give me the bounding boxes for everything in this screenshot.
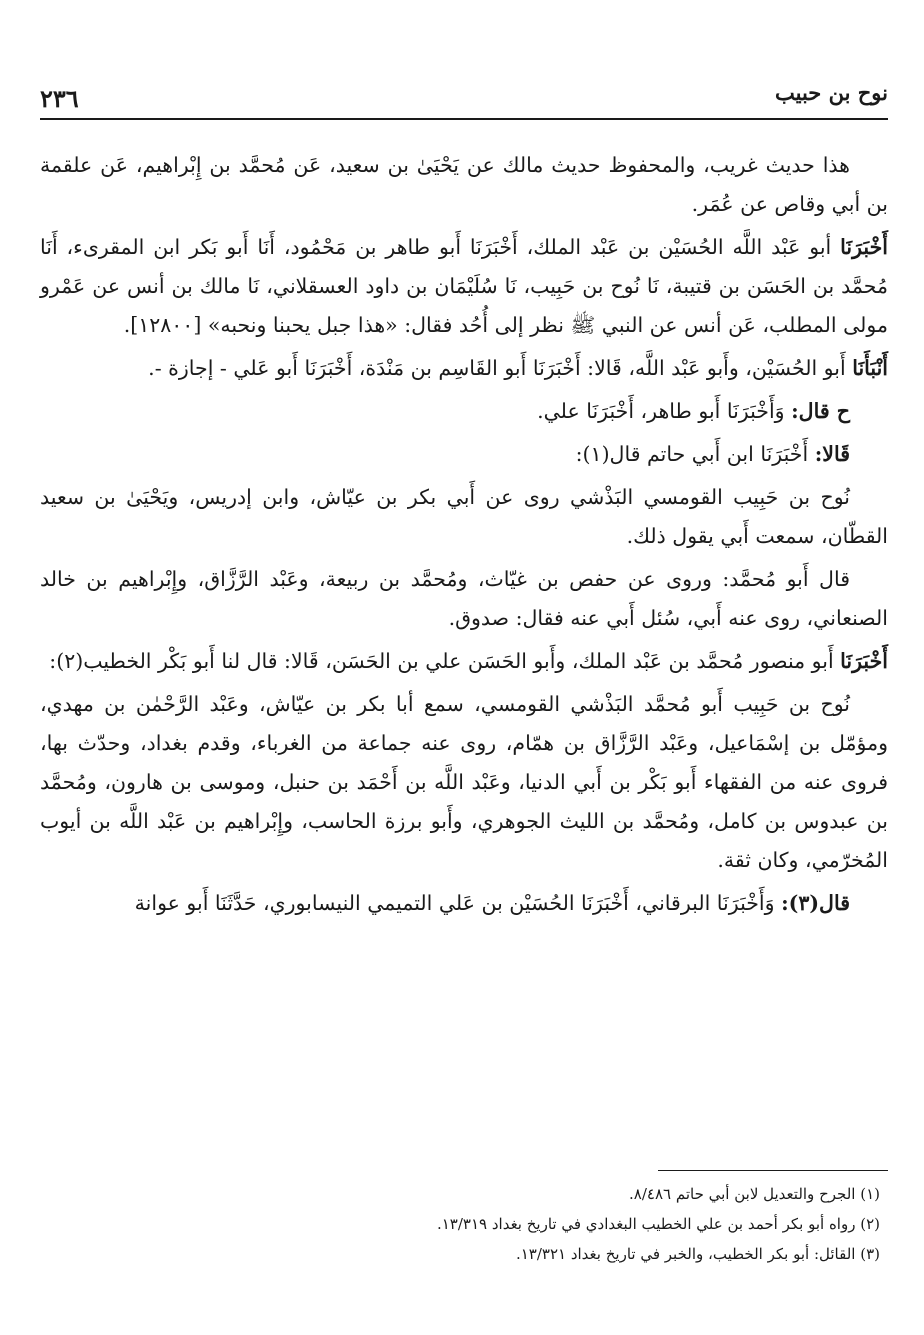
footnote: (٢) رواه أبو بكر أحمد بن علي الخطيب البغدادي في تاريخ بغداد ١٣/٣١٩. (436, 1215, 880, 1233)
page-header (40, 70, 888, 120)
paragraph (40, 349, 888, 388)
chapter-title: نوح بن حبيب (775, 80, 888, 105)
paragraph-text: أبو عَبْد اللَّه الحُسَيْن بن عَبْد الملك، أَخْبَرَنَا أَبو طاهر بن مَحْمُود، أَنَا أَبو بَكر ابن المقرىء، أَنَا مُحمَّد بن الحَسَن بن قتيبة، نَا نُوح بن حَبِيب، نَا سُلَيْمَان بن داود العسقلاني، نَا مالك بن أنس عن عَمْرو مولى المطلب، عَن أنس عن النبي ﷺ نظر إلى أُحُد فقال: «هذا جبل يحبنا ونحبه» [١٢٨٠٠]. (40, 235, 888, 337)
paragraph-text: قال أَبو مُحمَّد: وروى عن حفص بن غيّاث، ومُحمَّد بن ربيعة، وعَبْد الرَّزَّاق، وإِبْراهيم بن خالد الصنعاني، روى عنه أَبي، سُئل أَبي عنه فقال: صدوق. (40, 567, 888, 630)
paragraph-lead: ح قال: (791, 399, 850, 423)
paragraph (40, 560, 888, 638)
paragraph-lead: قَالا: (814, 442, 850, 466)
paragraph-text: نُوح بن حَبِيب القومسي البَذْشي روى عن أَبي بكر بن عيّاش، وابن إدريس، ويَحْيَىٰ بن سعيد القطّان، سمعت أَبي يقول ذلك. (40, 485, 888, 548)
paragraph-text: وَأَخْبَرَنَا البرقاني، أَخْبَرَنَا الحُسَيْن بن عَلي التميمي النيسابوري، حَدَّثَنَا أَبو عوانة (134, 891, 775, 915)
paragraph-text: أَبو منصور مُحمَّد بن عَبْد الملك، وأَبو الحَسَن علي بن الحَسَن، قَالا: قال لنا أَبو بَكْر الخطيب(٢): (49, 649, 834, 673)
paragraph (40, 478, 888, 556)
paragraph (40, 392, 888, 431)
paragraph-text: وَأَخْبَرَنَا أَبو طاهر، أَخْبَرَنَا علي. (537, 399, 785, 423)
paragraph (40, 228, 888, 345)
paragraph-text: أَبو الحُسَيْن، وأَبو عَبْد اللَّه، قَالا: أَخْبَرَنَا أَبو القَاسِم بن مَنْدَة، أَخْبَرَنَا أَبو عَلي - إجازة -. (148, 356, 846, 380)
paragraph-text: نُوح بن حَبِيب أَبو مُحمَّد البَذْشي القومسي، سمع أبا بكر بن عيّاش، وعَبْد الرَّحْمٰن بن مهدي، ومؤمّل بن إسْمَاعيل، وعَبْد الرَّزَّاق بن همّام، روى عنه جماعة من الغرباء، وقدم بغداد، وحدّث بها، فروى عنه من الفقهاء أَبو بَكْر بن أَبي الدنيا، وعَبْد اللَّه بن أَحْمَد بن حنبل، وموسى بن هارون، ومُحمَّد بن عبدوس بن كامل، ومُحمَّد بن الليث الجوهري، وأَبو برزة الحاسب، وإِبْراهيم بن عَبْد اللَّه بن أيوب المُخرّمي، وكان ثقة. (40, 692, 888, 872)
footnote: (٣) القائل: أبو بكر الخطيب، والخبر في تاريخ بغداد ١٣/٣٢١. (515, 1245, 880, 1263)
page-number: ٢٣٦ (40, 84, 79, 113)
book-page (40, 70, 888, 1310)
footnote: (١) الجرح والتعديل لابن أبي حاتم ٨/٤٨٦. (629, 1185, 880, 1203)
paragraph-lead: قال(٣): (781, 891, 850, 915)
footnotes (40, 1170, 888, 1269)
paragraph (40, 146, 888, 224)
paragraph (40, 642, 888, 681)
paragraph (40, 884, 888, 923)
paragraph (40, 435, 888, 474)
footnote-divider (658, 1170, 888, 1171)
main-text (40, 146, 888, 923)
paragraph-text: أَخْبَرَنَا ابن أَبي حاتم قال(١): (575, 442, 809, 466)
paragraph (40, 685, 888, 880)
paragraph-text: هذا حديث غريب، والمحفوظ حديث مالك عن يَحْيَىٰ بن سعيد، عَن مُحمَّد بن إِبْراهيم، عَن علقمة بن أبي وقاص عن عُمَر. (40, 153, 888, 216)
paragraph-lead: أَخْبَرَنَا (840, 649, 888, 673)
paragraph-lead: أَخْبَرَنَا (840, 235, 888, 259)
paragraph-lead: أَنْبَأَنَا (852, 356, 888, 380)
